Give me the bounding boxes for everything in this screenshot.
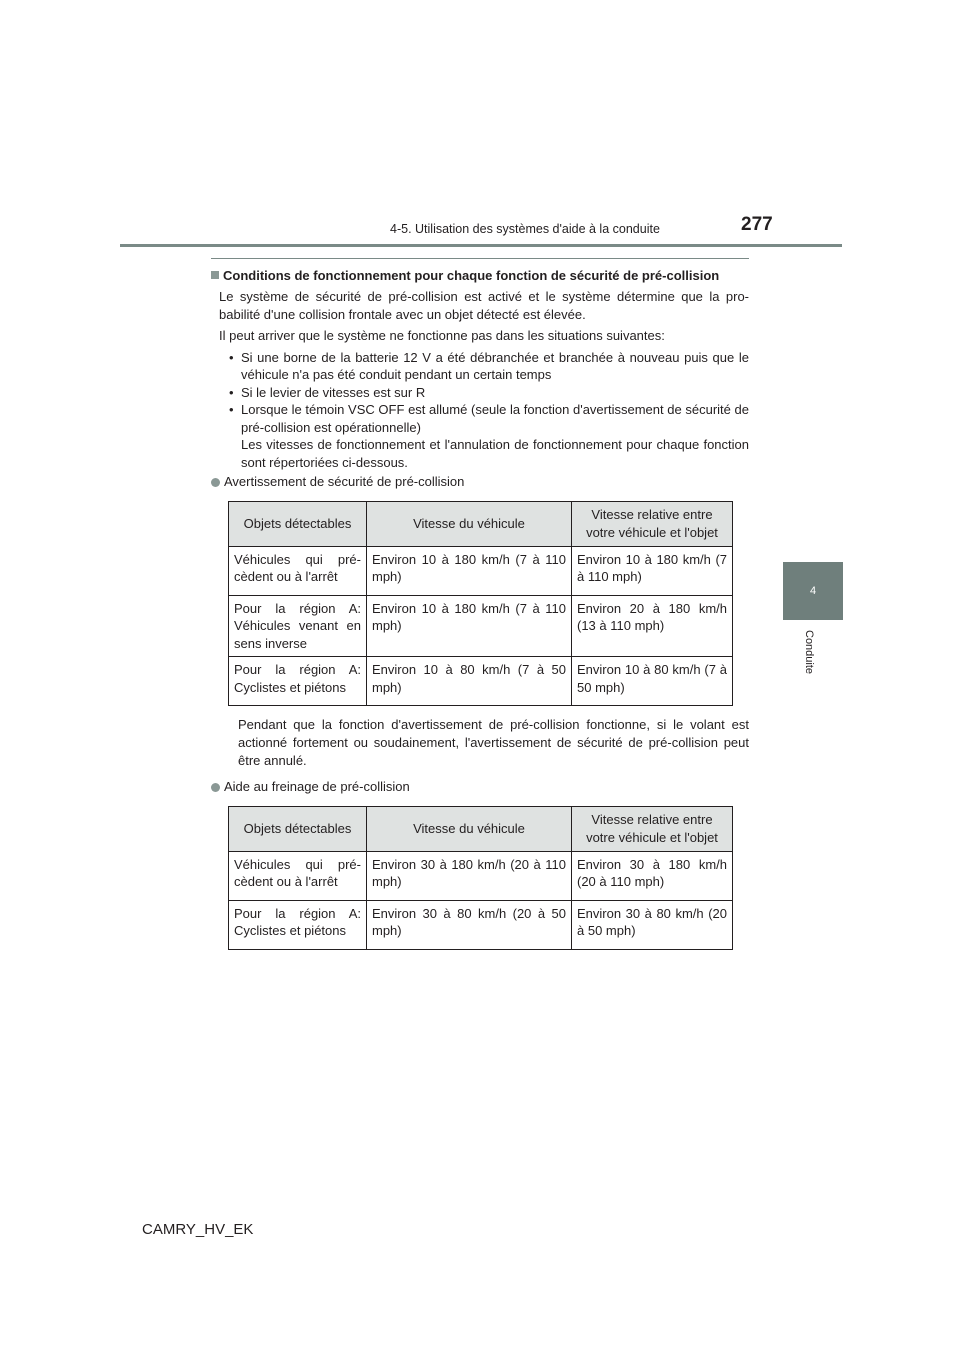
table-cell: Environ 30 à 180 km/h (20 à 110 mph): [367, 851, 572, 900]
column-header: Vitesse du véhicule: [367, 806, 572, 851]
warning-heading: Avertissement de sécurité de pré-collision: [211, 473, 749, 491]
table-cell: Pour la région A: Cyclistes et piétons: [229, 900, 367, 949]
list-item: • Si une borne de la batterie 12 V a été débranchée et branchée à nouveau puis que le véhicule n'a pas été conduit pendant un certain temps: [229, 349, 749, 382]
list-item: • Si le levier de vitesses est sur R: [229, 384, 426, 400]
table-row: [229, 595, 733, 657]
section-heading-text: Conditions de fonctionnement pour chaque fonction de sécurité de pré-collision: [223, 268, 720, 283]
section-heading: [211, 267, 749, 284]
table-cell: Environ 20 à 180 km/h (13 à 110 mph): [572, 595, 733, 657]
warning-table: [228, 501, 733, 707]
table-header-row: [229, 806, 733, 851]
list-item: • Lorsque le témoin VSC OFF est allumé (seule la fonction d'avertissement de sécurité de pré-collision est opérationnelle): [229, 402, 749, 435]
table-cell: Environ 10 à 80 km/h (7 à 50 mph): [572, 657, 733, 706]
chapter-side-label: Conduite: [803, 630, 815, 675]
bullet-note: Les vitesses de fonctionnement et l'annulation de fonctionnement pour chaque fonction sont répertoriées ci-dessous.: [241, 437, 749, 470]
square-bullet-icon: [211, 271, 219, 279]
column-header: Vitesse relative entre votre véhicule et l'objet: [572, 806, 733, 851]
table-cell: Environ 10 à 180 km/h (7 à 110 mph): [367, 595, 572, 657]
table-row: [229, 851, 733, 900]
page-number: 277: [741, 214, 773, 235]
table-cell: Environ 30 à 80 km/h (20 à 50 mph): [367, 900, 572, 949]
bullet-dot-icon: •: [229, 384, 234, 400]
header-title: 4-5. Utilisation des systèmes d'aide à la conduite: [390, 222, 660, 236]
column-header: Objets détectables: [229, 806, 367, 851]
circle-bullet-icon: [211, 783, 220, 792]
situations-paragraph: Il peut arriver que le système ne fonctionne pas dans les situations suivantes:: [219, 328, 665, 343]
table-row: [229, 657, 733, 706]
column-header: Vitesse relative entre votre véhicule et l'objet: [572, 501, 733, 546]
braking-table: [228, 806, 733, 950]
table-cell: Véhicules qui pré-cèdent ou à l'arrêt: [229, 851, 367, 900]
column-header: Vitesse du véhicule: [367, 501, 572, 546]
table-header-row: [229, 501, 733, 546]
bullet-dot-icon: •: [229, 402, 234, 417]
braking-heading: Aide au freinage de pré-collision: [211, 778, 749, 796]
intro-paragraph: Le système de sécurité de pré-collision est activé et le système détermine que la pro-babilité d'une collision frontale avec un objet détecté est élevée.: [219, 289, 749, 322]
chapter-tab: 4: [783, 562, 843, 620]
content: [211, 258, 749, 950]
table-cell: Environ 10 à 180 km/h (7 à 110 mph): [367, 546, 572, 595]
table-cell: Véhicules qui pré-cèdent ou à l'arrêt: [229, 546, 367, 595]
table-cell: Pour la région A: Cyclistes et piétons: [229, 657, 367, 706]
header-rule: [120, 244, 842, 247]
section-rule: [211, 258, 749, 259]
table-cell: Environ 10 à 80 km/h (7 à 50 mph): [367, 657, 572, 706]
table-cell: Pour la région A: Véhicules venant en sens inverse: [229, 595, 367, 657]
bullet-dot-icon: •: [229, 349, 234, 365]
situations-list: [211, 349, 749, 437]
table-cell: Environ 30 à 180 km/h (20 à 110 mph): [572, 851, 733, 900]
table-cell: Environ 10 à 180 km/h (7 à 110 mph): [572, 546, 733, 595]
table-row: [229, 546, 733, 595]
circle-bullet-icon: [211, 478, 220, 487]
column-header: Objets détectables: [229, 501, 367, 546]
table-row: [229, 900, 733, 949]
warning-note: Pendant que la fonction d'avertissement de pré-collision fonctionne, si le volant est actionné fortement ou soudainement, l'avertissement de sécurité de pré-collision peut être annulé.: [238, 717, 749, 768]
footer-model-code: CAMRY_HV_EK: [142, 1221, 254, 1238]
table-cell: Environ 30 à 80 km/h (20 à 50 mph): [572, 900, 733, 949]
